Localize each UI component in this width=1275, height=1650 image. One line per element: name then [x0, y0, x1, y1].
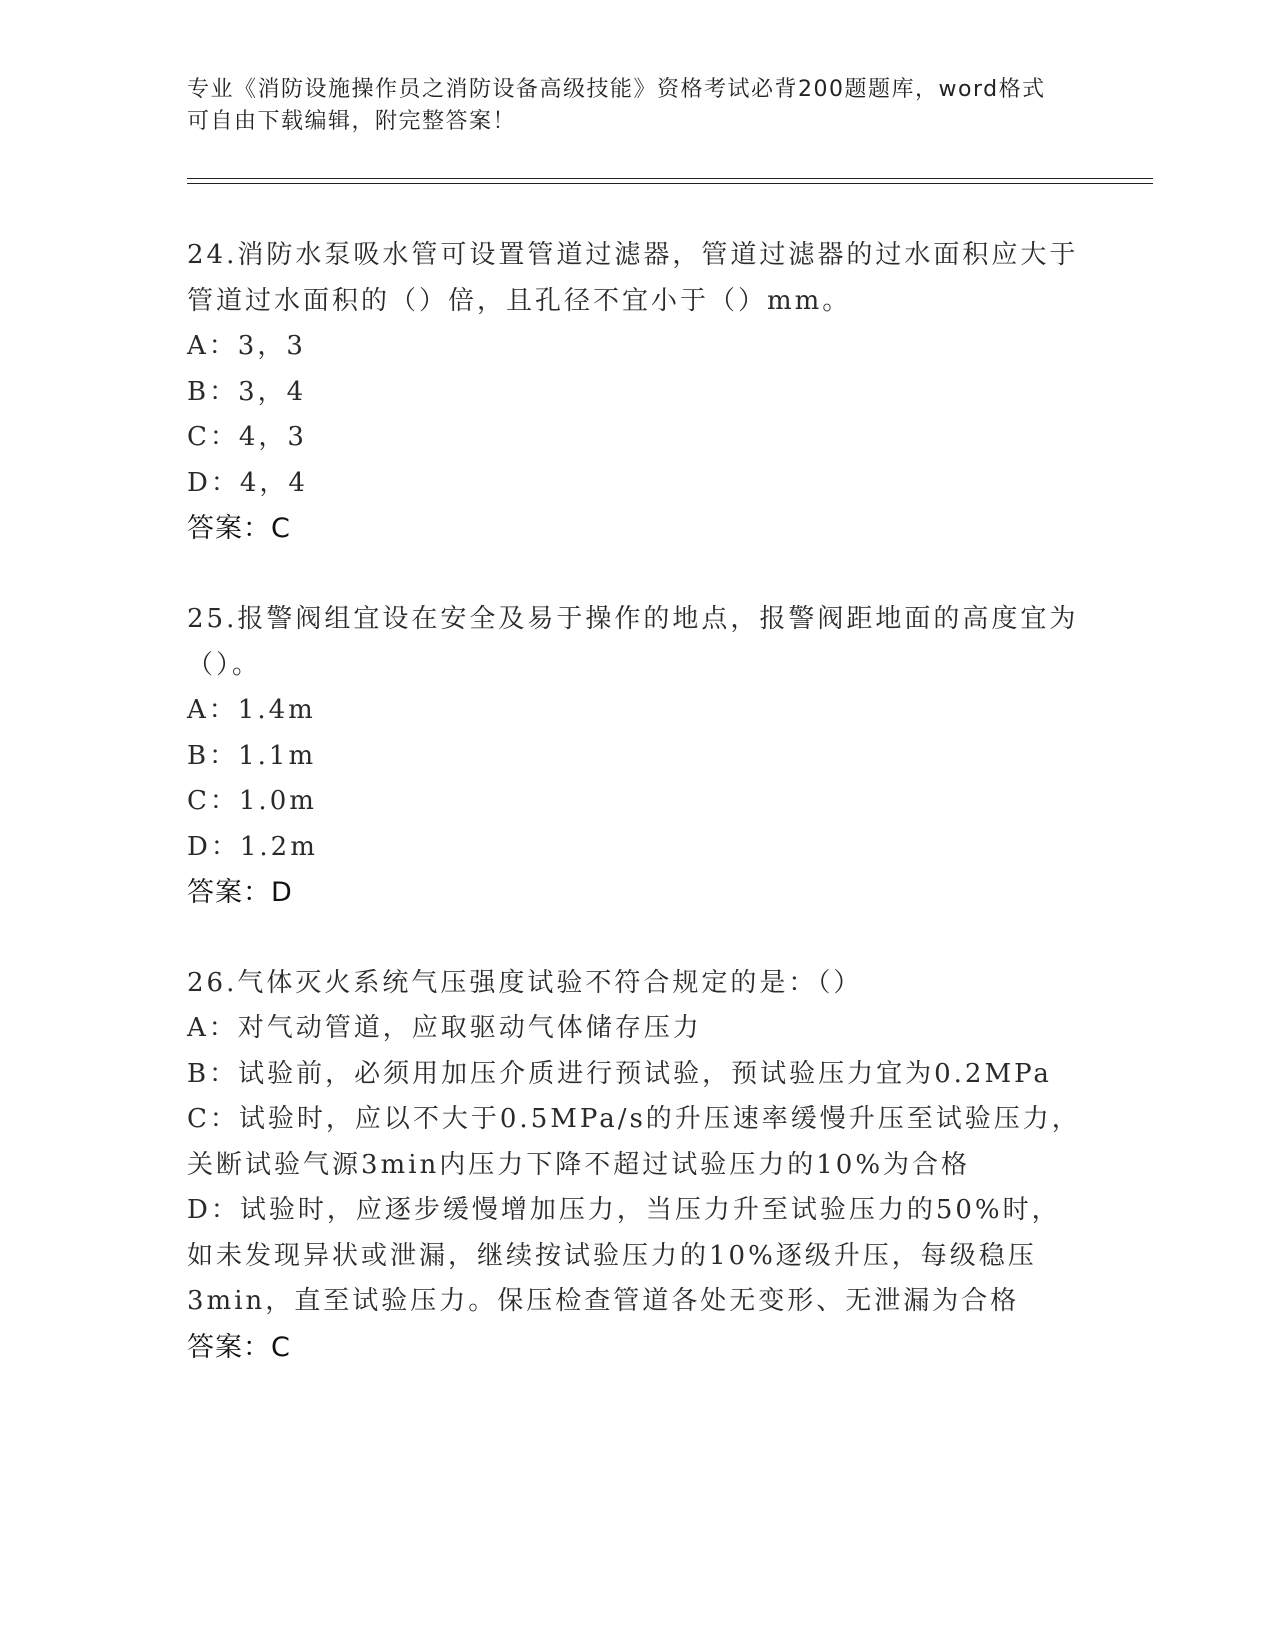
answer: 答案：C	[187, 1331, 291, 1363]
option-a: A：3，3	[187, 331, 306, 361]
option-b: B：1.1m	[187, 740, 317, 771]
header-divider-top	[187, 178, 1153, 179]
answer: 答案：D	[187, 877, 293, 908]
option-c: C：试验时，应以不大于0.5MPa/s的升压速率缓慢升压至试验压力，关断试验气源3min内压力下降不超过试验压力的10%为合格	[187, 1104, 1081, 1180]
answer: 答案：C	[187, 513, 291, 544]
question-text: 25.报警阀组宜设在安全及易于操作的地点，报警阀距地面的高度宜为（）。	[187, 604, 1079, 680]
option-a: A：1.4m	[187, 695, 316, 725]
option-c: C：1.0m	[187, 786, 317, 816]
option-d: D：试验时，应逐步缓慢增加压力，当压力升至试验压力的50%时，如未发现异状或泄漏，继续按试验压力的10%逐级升压，每级稳压3min，直至试验压力。保压检查管道各处无变形、无泄漏为合格	[187, 1195, 1061, 1316]
header-divider-bottom	[187, 183, 1153, 184]
document-header: 专业《消防设施操作员之消防设备高级技能》资格考试必背200题题库，word格式可自由下载编辑，附完整答案！	[187, 77, 1046, 134]
option-d: D：4，4	[187, 467, 308, 498]
option-b: B：试验前，必须用加压介质进行预试验，预试验压力宜为0.2MPa	[187, 1058, 1052, 1089]
question-25	[187, 596, 1087, 916]
question-text: 26.气体灭火系统气压强度试验不符合规定的是：（）	[187, 968, 863, 998]
option-b: B：3，4	[187, 376, 307, 407]
option-a: A：对气动管道，应取驱动气体储存压力	[187, 1013, 702, 1043]
question-26	[187, 960, 1087, 1371]
question-24	[187, 232, 1087, 552]
option-c: C：4，3	[187, 422, 307, 452]
option-d: D：1.2m	[187, 831, 318, 862]
question-text: 24.消防水泵吸水管可设置管道过滤器，管道过滤器的过水面积应大于管道过水面积的（）倍，且孔径不宜小于（）mm。	[187, 240, 1079, 316]
